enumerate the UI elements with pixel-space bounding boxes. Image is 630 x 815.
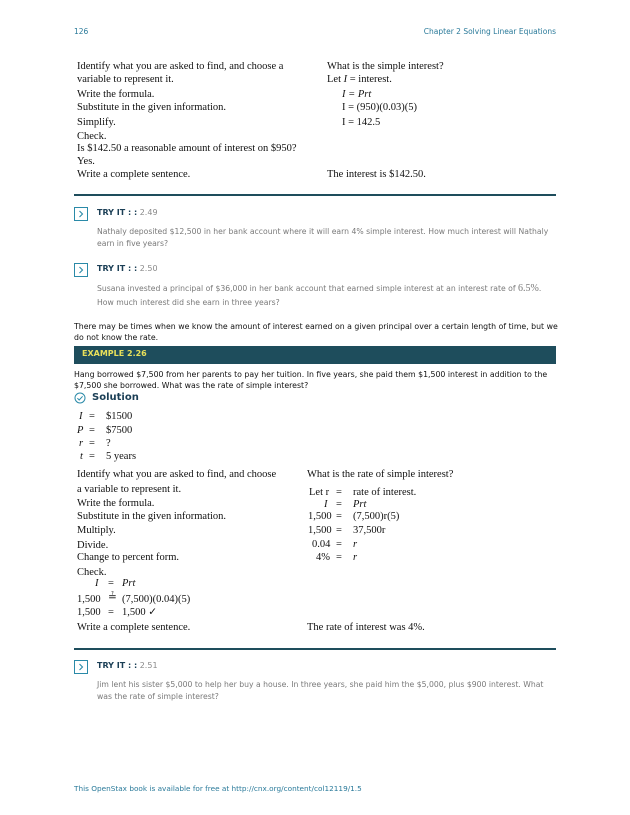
try-it-line: [97, 283, 549, 295]
step-text: a variable to represent it.: [77, 484, 182, 495]
given-var: P: [77, 425, 84, 436]
step-rhs: 37,500r: [353, 525, 386, 536]
chapter-title: Chapter 2 Solving Linear Equations: [423, 27, 556, 36]
intro-paragraph: There may be times when we know the amount of interest earned on a given principal over a certain length of time, but we do not know the rate.: [74, 322, 558, 342]
try-it-number: 2.51: [139, 661, 158, 670]
interest-rate: 6.5%: [518, 283, 539, 294]
expand-button[interactable]: [74, 660, 88, 674]
given-eq: =: [89, 438, 95, 449]
let-suffix: = interest.: [347, 74, 392, 85]
substitution: I = (950)(0.03)(5): [342, 102, 418, 113]
step-eq: =: [336, 525, 342, 536]
let-prefix: Let: [327, 74, 344, 85]
given-eq: =: [89, 451, 95, 462]
step-eq: =: [336, 499, 342, 510]
check-eq: =: [108, 607, 114, 618]
try-it-line: How much interest did she earn in three years?: [97, 298, 280, 307]
try-it-number: 2.49: [139, 208, 158, 217]
footer-link[interactable]: This OpenStax book is available for free at http://cnx.org/content/col12119/1.5: [74, 784, 362, 793]
check-eq: =: [108, 578, 114, 589]
step-text: Is $142.50 a reasonable amount of interest on $950?: [77, 143, 297, 154]
try-it-2-49-text: Nathaly deposited $12,500 in her bank account where it will earn 4% simple interest. How much interest will Nathaly earn in five years?: [97, 227, 549, 248]
page-number: 126: [74, 27, 89, 36]
step-text: Check.: [77, 131, 107, 142]
example-title: EXAMPLE 2.26: [82, 349, 147, 358]
step-text: Check.: [77, 567, 107, 578]
step-rhs: r: [353, 552, 358, 563]
section-divider: [74, 648, 556, 650]
step-rhs: rate of interest.: [353, 487, 417, 498]
try-it-label: [97, 264, 158, 273]
try-it-2-50-text: [97, 283, 549, 309]
try-it-title: TRY IT : :: [97, 661, 138, 670]
step-lhs: 1,500: [308, 525, 332, 536]
expand-button[interactable]: [74, 263, 88, 277]
step-rhs: Prt: [353, 499, 367, 510]
question-text: What is the simple interest?: [327, 61, 444, 72]
expand-button[interactable]: [74, 207, 88, 221]
try-it-label: [97, 661, 158, 670]
check-rhs: 1,500 ✓: [122, 607, 158, 618]
given-var: r: [79, 438, 84, 449]
step-text: Write the formula.: [77, 498, 155, 509]
try-it-label: [97, 208, 158, 217]
step-text: Write the formula.: [77, 89, 155, 100]
check-lhs: 1,500: [77, 594, 101, 605]
try-it-title: TRY IT : :: [97, 208, 138, 217]
step-rhs: r: [353, 539, 358, 550]
step-text: Simplify.: [77, 117, 116, 128]
chevron-right-icon: [77, 663, 85, 671]
step-lhs: I: [324, 499, 328, 510]
step-eq: =: [336, 552, 342, 563]
check-rhs: Prt: [122, 578, 136, 589]
check-circle-icon: [74, 392, 86, 404]
answer-sentence: The interest is $142.50.: [327, 169, 426, 180]
step-rhs: (7,500)r(5): [353, 511, 400, 522]
try-it-title: TRY IT : :: [97, 264, 138, 273]
step-text: Identify what you are asked to find, and choose: [77, 469, 277, 480]
example-banner: [74, 346, 556, 364]
step-text: Write a complete sentence.: [77, 169, 191, 180]
step-lhs: 0.04: [312, 539, 331, 550]
step-text: Write a complete sentence.: [77, 622, 191, 633]
chevron-right-icon: [77, 266, 85, 274]
check-rhs: (7,500)(0.04)(5): [122, 594, 191, 605]
given-value: ?: [106, 438, 111, 449]
step-eq: =: [336, 487, 342, 498]
step-text: Substitute in the given information.: [77, 102, 227, 113]
given-var: I: [79, 411, 83, 422]
step-text: Yes.: [77, 156, 95, 167]
try-it-text-part: .: [538, 284, 542, 293]
step-text: Multiply.: [77, 525, 116, 536]
check-lhs: I: [95, 578, 99, 589]
given-eq: =: [89, 411, 95, 422]
check-lhs: 1,500: [77, 607, 101, 618]
solution-label: Solution: [92, 392, 139, 403]
step-lhs: Let r: [309, 487, 330, 498]
given-value: $7500: [106, 425, 133, 436]
step-text: Change to percent form.: [77, 552, 180, 563]
step-eq: =: [336, 511, 342, 522]
try-it-2-51-text: Jim lent his sister $5,000 to help her buy a house. In three years, she paid him the $5,000, plus $900 interest. What was the rate of simple interest?: [97, 680, 544, 701]
step-eq: =: [336, 539, 342, 550]
given-eq: =: [89, 425, 95, 436]
example-problem: Hang borrowed $7,500 from her parents to pay her tuition. In five years, she paid them $1,500 interest in addition to the $7,500 she borrowed. What was the rate of simple interest?: [74, 370, 548, 390]
try-it-text-part: Susana invested a principal of $36,000 in her bank account that earned simple interest at an interest rate of: [97, 284, 519, 293]
step-lhs: 4%: [316, 552, 330, 563]
question-text: What is the rate of simple interest?: [307, 469, 454, 480]
check-eq: ≟: [108, 592, 117, 603]
step-text: Substitute in the given information.: [77, 511, 227, 522]
step-text: variable to represent it.: [77, 74, 174, 85]
step-text: Identify what you are asked to find, and choose a: [77, 61, 284, 72]
step-lhs: 1,500: [308, 511, 332, 522]
chevron-right-icon: [77, 210, 85, 218]
step-text: Divide.: [77, 540, 109, 551]
answer-sentence: The rate of interest was 4%.: [307, 622, 425, 633]
section-divider: [74, 194, 556, 196]
let-variable: I: [343, 74, 348, 85]
given-value: $1500: [106, 411, 133, 422]
simplified: I = 142.5: [342, 117, 381, 128]
given-value: 5 years: [106, 451, 137, 462]
let-statement: [327, 73, 392, 86]
try-it-number: 2.50: [139, 264, 158, 273]
given-var: t: [80, 451, 83, 462]
formula: I = Prt: [342, 89, 372, 100]
